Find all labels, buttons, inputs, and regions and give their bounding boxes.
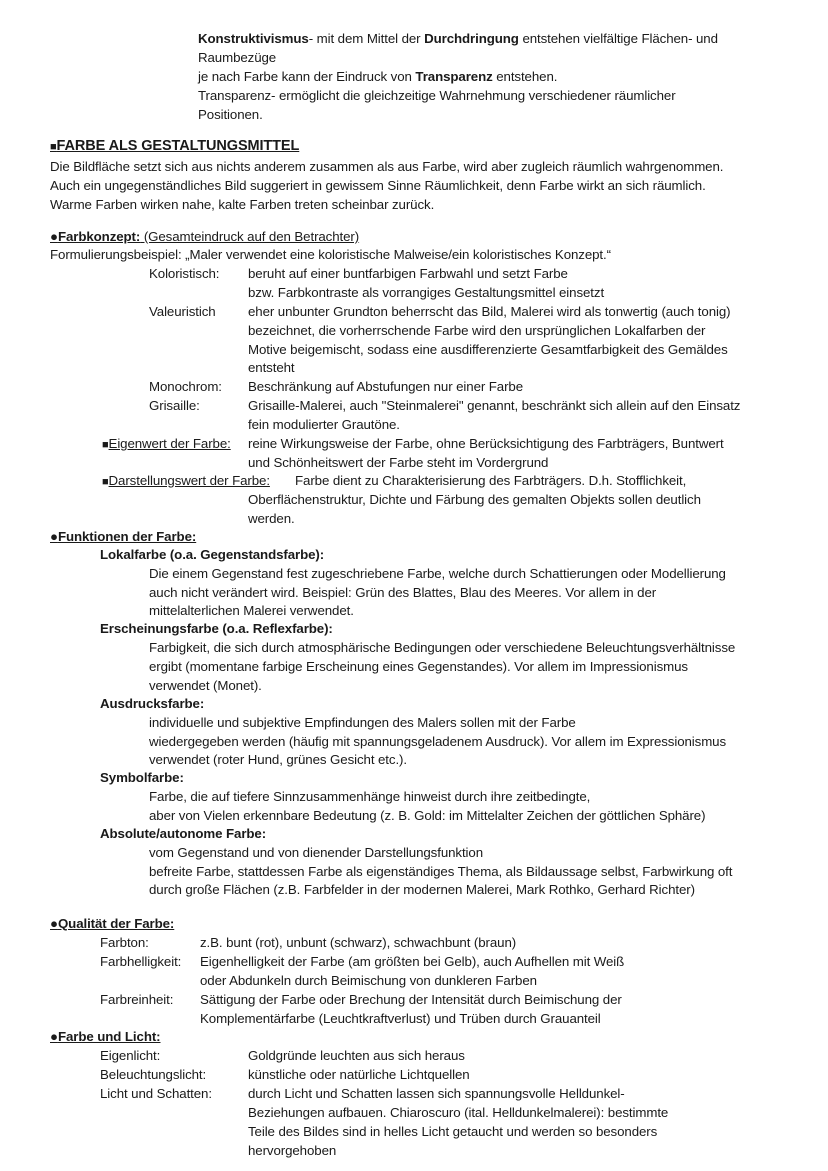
farbkonzept-heading: ●Farbkonzept: (Gesamteindruck auf den Betrachter) bbox=[50, 229, 360, 244]
section-paragraph-line: Die Bildfläche setzt sich aus nichts anderem zusammen als aus Farbe, wird aber zugleich räumlich wahrgenommen. bbox=[50, 159, 724, 174]
licht-desc-line: durch Licht und Schatten lassen sich spannungsvolle Helldunkel- bbox=[248, 1086, 625, 1101]
term-desc-line: reine Wirkungsweise der Farbe, ohne Berücksichtigung des Farbträgers, Buntwert bbox=[248, 436, 724, 451]
intro-line-4: Transparenz- ermöglicht die gleichzeitige Wahrnehmung verschiedener räumlicher bbox=[198, 88, 676, 103]
term-valeuristisch: Valeuristich bbox=[149, 304, 216, 319]
qualitaet-desc-line: Sättigung der Farbe oder Brechung der Intensität durch Beimischung der bbox=[200, 992, 622, 1007]
intro-line-5: Positionen. bbox=[198, 107, 263, 122]
intro-line-3: je nach Farbe kann der Eindruck von Transparenz entstehen. bbox=[198, 69, 558, 84]
funktion-desc-line: Farbigkeit, die sich durch atmosphärische Bedingungen oder verschiedene Beleuchtungsverhältnisse bbox=[149, 640, 736, 655]
qualitaet-desc-line: Eigenhelligkeit der Farbe (am größten bei Gelb), auch Aufhellen mit Weiß bbox=[200, 954, 625, 969]
term-desc-line: eher unbunter Grundton beherrscht das Bild, Malerei wird als tonwertig (auch tonig) bbox=[248, 304, 731, 319]
funktion-title: Lokalfarbe (o.a. Gegenstandsfarbe): bbox=[100, 547, 325, 562]
darstellungswert-term: ■Darstellungswert der Farbe: bbox=[102, 473, 270, 488]
term-desc-line: werden. bbox=[248, 511, 295, 526]
funktion-desc-line: durch große Flächen (z.B. Farbfelder in der modernen Malerei, Mark Rothko, Gerhard Richter) bbox=[149, 882, 695, 897]
term-grisaille: Grisaille: bbox=[149, 398, 200, 413]
funktion-desc-line: verwendet (roter Hund, grünes Gesicht etc.). bbox=[149, 752, 407, 767]
term-monochrom: Monochrom: bbox=[149, 379, 222, 394]
qualitaet-term: Farbton: bbox=[100, 935, 149, 950]
section-heading: ■FARBE ALS GESTALTUNGSMITTEL bbox=[50, 138, 300, 154]
qualitaet-desc-line: z.B. bunt (rot), unbunt (schwarz), schwachbunt (braun) bbox=[200, 935, 517, 950]
funktion-title: Symbolfarbe: bbox=[100, 770, 184, 785]
qualitaet-desc-line: oder Abdunkeln durch Beimischung von dunkleren Farben bbox=[200, 973, 537, 988]
term-desc-line: bzw. Farbkontraste als vorrangiges Gestaltungsmittel einsetzt bbox=[248, 285, 605, 300]
term-desc-line: Beschränkung auf Abstufungen nur einer Farbe bbox=[248, 379, 524, 394]
term-desc-line: entsteht bbox=[248, 360, 295, 375]
section-paragraph-line: Warme Farben wirken nahe, kalte Farben treten scheinbar zurück. bbox=[50, 197, 435, 212]
term-desc-line: Farbe dient zu Charakterisierung des Farbträgers. D.h. Stofflichkeit, bbox=[295, 473, 687, 488]
intro-line-2: Raumbezüge bbox=[198, 50, 277, 65]
funktion-desc-line: mittelalterlichen Malerei verwendet. bbox=[149, 603, 354, 618]
licht-desc-line: Beziehungen aufbauen. Chiaroscuro (ital. Helldunkelmalerei): bestimmte bbox=[248, 1105, 669, 1120]
licht-desc-line: Teile des Bildes sind in helles Licht getaucht und werden so besonders bbox=[248, 1124, 658, 1139]
funktion-desc-line: ergibt (momentane farbige Erscheinung eines Gegenstandes). Vor allem im Impressionismus bbox=[149, 659, 688, 674]
funktion-desc-line: Die einem Gegenstand fest zugeschriebene Farbe, welche durch Schattierungen oder Modellierung bbox=[149, 566, 726, 581]
term-desc-line: Motive beigemischt, sodass eine ausdifferenzierte Gesamtfarbigkeit des Gemäldes bbox=[248, 342, 728, 357]
licht-term: Licht und Schatten: bbox=[100, 1086, 212, 1101]
funktion-desc-line: befreite Farbe, stattdessen Farbe als eigenständiges Thema, als Bildaussage selbst, Farbwirkung oft bbox=[149, 864, 733, 879]
qualitaet-term: Farbhelligkeit: bbox=[100, 954, 182, 969]
funktion-desc-line: aber von Vielen erkennbare Bedeutung (z. B. Gold: im Mittelalter Zeichen der göttlichen Sphäre) bbox=[149, 808, 706, 823]
licht-term: Beleuchtungslicht: bbox=[100, 1067, 207, 1082]
funktion-desc-line: verwendet (Monet). bbox=[149, 678, 262, 693]
qualitaet-term: Farbreinheit: bbox=[100, 992, 174, 1007]
funktion-title: Absolute/autonome Farbe: bbox=[100, 826, 267, 841]
term-desc-line: fein modulierter Grautöne. bbox=[248, 417, 400, 432]
licht-desc-line: Goldgründe leuchten aus sich heraus bbox=[248, 1048, 465, 1063]
farbkonzept-example: Formulierungsbeispiel: „Maler verwendet eine koloristische Malweise/ein koloristisches Konzept.“ bbox=[50, 247, 611, 262]
funktion-desc-line: auch nicht verändert wird. Beispiel: Grün des Blattes, Blau des Meeres. Vor allem in der bbox=[149, 585, 657, 600]
funktionen-heading: ●Funktionen der Farbe: bbox=[50, 529, 197, 544]
intro-line-1: Konstruktivismus- mit dem Mittel der Durchdringung entstehen vielfältige Flächen- und bbox=[198, 31, 718, 46]
funktion-desc-line: vom Gegenstand und von dienender Darstellungsfunktion bbox=[149, 845, 483, 860]
eigenwert-term: ■Eigenwert der Farbe: bbox=[102, 436, 231, 451]
funktion-desc-line: individuelle und subjektive Empfindungen des Malers sollen mit der Farbe bbox=[149, 715, 576, 730]
section-paragraph-line: Auch ein ungegenständliches Bild suggeriert in gewissem Sinne Räumlichkeit, denn Farbe wirkt an sich räumlich. bbox=[50, 178, 706, 193]
funktion-title: Ausdrucksfarbe: bbox=[100, 696, 205, 711]
term-desc-line: bezeichnet, die vorherrschende Farbe wird den ursprünglichen Lokalfarben der bbox=[248, 323, 706, 338]
licht-desc-line: hervorgehoben bbox=[248, 1143, 337, 1158]
term-desc-line: Grisaille-Malerei, auch "Steinmalerei" genannt, beschränkt sich allein auf den Einsatz bbox=[248, 398, 741, 413]
licht-desc-line: künstliche oder natürliche Lichtquellen bbox=[248, 1067, 470, 1082]
funktion-desc-line: wiedergegeben werden (häufig mit spannungsgeladenem Ausdruck). Vor allem im Expressionismus bbox=[149, 734, 727, 749]
term-koloristisch: Koloristisch: bbox=[149, 266, 220, 281]
funktion-title: Erscheinungsfarbe (o.a. Reflexfarbe): bbox=[100, 621, 333, 636]
qualitaet-desc-line: Komplementärfarbe (Leuchtkraftverlust) und Trüben durch Grauanteil bbox=[200, 1011, 601, 1026]
funktion-desc-line: Farbe, die auf tiefere Sinnzusammenhänge hinweist durch ihre zeitbedingte, bbox=[149, 789, 591, 804]
term-desc-line: und Schönheitswert der Farbe steht im Vordergrund bbox=[248, 455, 549, 470]
qualitaet-heading: ●Qualität der Farbe: bbox=[50, 916, 175, 931]
term-desc-line: beruht auf einer buntfarbigen Farbwahl und setzt Farbe bbox=[248, 266, 568, 281]
licht-term: Eigenlicht: bbox=[100, 1048, 161, 1063]
term-desc-line: Oberflächenstruktur, Dichte und Färbung des gemalten Objekts sollen deutlich bbox=[248, 492, 701, 507]
licht-heading: ●Farbe und Licht: bbox=[50, 1029, 161, 1044]
